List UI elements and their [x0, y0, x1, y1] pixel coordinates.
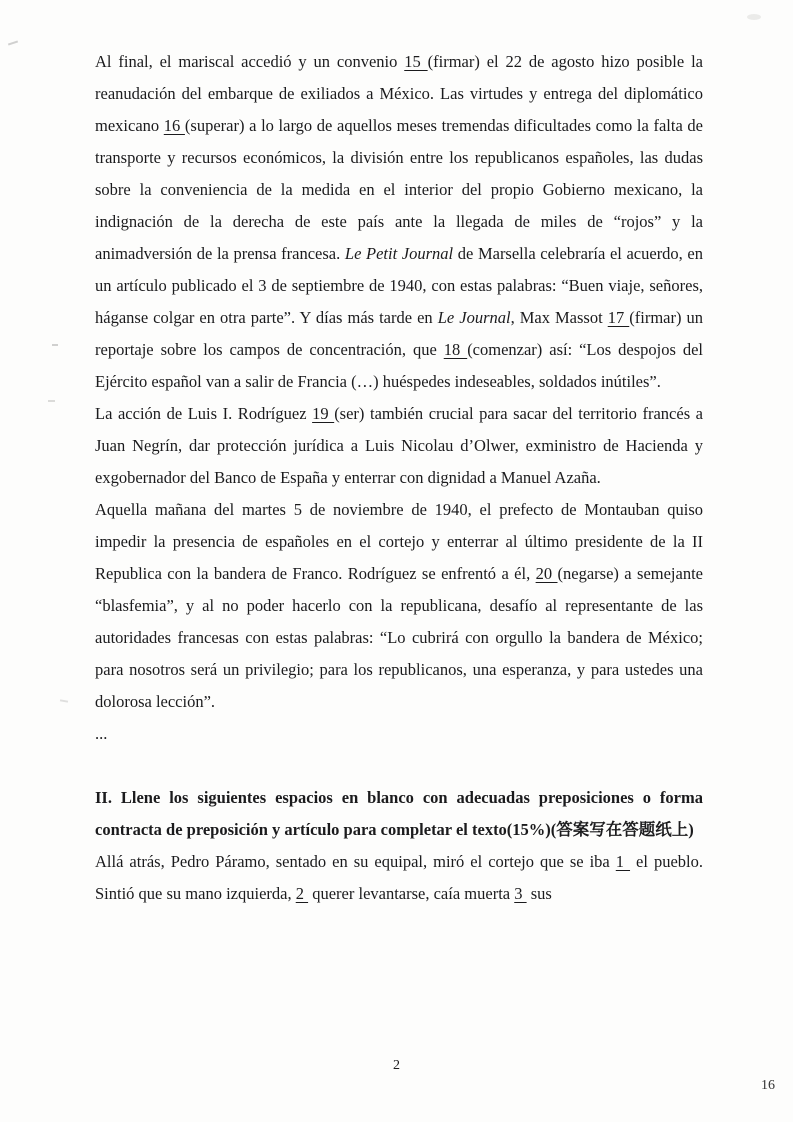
ellipsis-line: ... [95, 724, 108, 743]
scan-artifact [60, 699, 68, 702]
paragraph-rodriguez: La acción de Luis I. Rodríguez 19 (ser) también crucial para sacar del territorio francés a Juan Negrín, dar protección jurídica a Luis Nicolau d’Olwer, exministro de Hacienda y exgobernador del Banco de España y enterrar con dignidad a Manuel Azaña. [95, 404, 704, 487]
scan-artifact [747, 14, 761, 20]
section-2-paragraph: Allá atrás, Pedro Páramo, sentado en su equipal, miró el cortejo que se iba 1 el pueblo. Sintió que su mano izquierda, 2 querer levantarse, caía muerta 3 sus [95, 852, 703, 903]
document-body [95, 46, 703, 910]
section-2-heading: II. Llene los siguientes espacios en blanco con adecuadas preposiciones o forma contracta de preposición y artículo para completar el texto(15%)(答案写在答题纸上) [95, 788, 703, 839]
paragraph-montauban: Aquella mañana del martes 5 de noviembre de 1940, el prefecto de Montauban quiso impedir la presencia de españoles en el cortejo y enterrar al último presidente de la II Republica con la bandera de Franco. Rodríguez se enfrentó a él, 20 (negarse) a semejante “blasfemia”, y al no poder hacerlo con la republicana, desafío al representante de las autoridades francesas con estas palabras: “Lo cubrirá con orgullo la bandera de México; para nosotros será un privilegio; para los republicanos, una esperanza, y para ustedes una dolorosa lección”. [95, 500, 703, 711]
scan-artifact [52, 344, 58, 346]
page-number: 2 [393, 1058, 400, 1073]
paragraph-convenio: Al final, el mariscal accedió y un convenio 15 (firmar) el 22 de agosto hizo posible la reanudación del embarque de exiliados a México. Las virtudes y entrega del diplomático mexicano 16 (superar) a lo largo de aquellos meses tremendas dificultades como la falta de transporte y recursos económicos, la división entre los republicanos españoles, las dudas sobre la conveniencia de la medida en el interior del propio Gobierno mexicano, la indignación de la derecha de este país ante la llegada de miles de “rojos” y la animadversión de la prensa francesa. Le Petit Journal de Marsella celebraría el acuerdo, en un artículo publicado el 3 de septiembre de 1940, con estas palabras: “Buen viaje, señores, háganse colgar en otra parte”. Y días más tarde en Le Journal, Max Massot 17 (firmar) un reportaje sobre los campos de concentración, que 18 (comenzar) así: “Los despojos del Ejército español van a salir de Francia (…) huéspedes indeseables, soldados inútiles”. [95, 52, 704, 391]
scan-artifact [8, 41, 18, 46]
corner-page-number: 16 [761, 1078, 775, 1093]
scan-artifact [48, 400, 55, 402]
